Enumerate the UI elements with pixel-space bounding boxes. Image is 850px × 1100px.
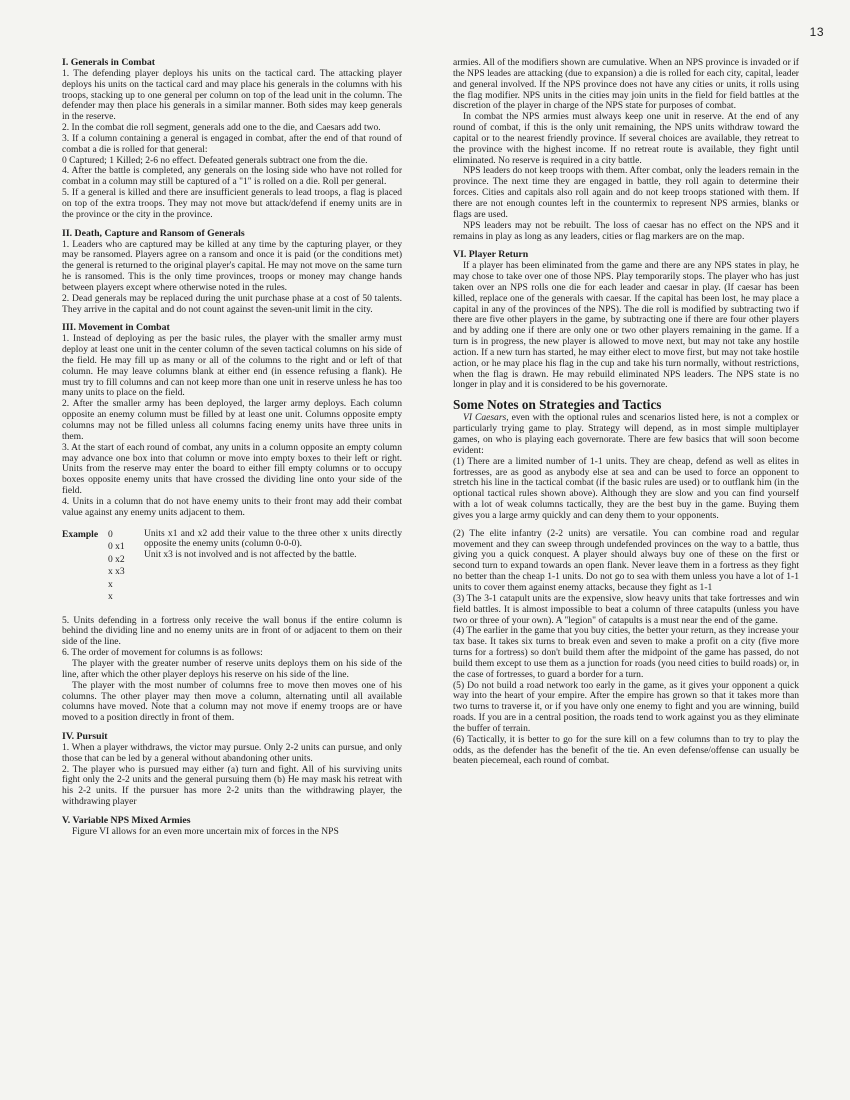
paragraph: 2. In the combat die roll segment, generals add one to the die, and Caesars add two. (62, 122, 381, 134)
game-title-italic: VI Caesars, (463, 412, 509, 424)
paragraph: 5. If a general is killed and there are insufficient generals to lead troops, a flag is placed on top of the extra troops. They may not move but attack/defend if enemy units are in the province or the city in the province. (62, 187, 402, 220)
section-heading-strategies-tactics: Some Notes on Strategies and Tactics (453, 397, 662, 413)
paragraph: NPS leaders do not keep troops with them. After combat, only the leaders remain in the province. The next time they are engaged in battle, they roll again to determine their forces. Cities and capitals also roll again and do not keep troops stationed with them. If there are not enough countes left in the countermix to represent NPS armies, blanks or flags are used. (453, 165, 799, 220)
numbered-note: (6) Tactically, it is better to go for the sure kill on a few columns than to try to play the odds, as the defender has the benefit of the tie. An even defense/offense can usually be beaten piecemeal, each round of combat. (453, 733, 799, 767)
right-column (453, 58, 799, 1080)
paragraph: NPS leaders may not be rebuilt. The loss of caesar has no effect on the NPS and it remains in play as long as any leaders, cities or flag markers are on the map. (453, 219, 799, 242)
example-row: 0 x1 (108, 541, 125, 553)
paragraph: 5. Units defending in a fortress only receive the wall bonus if the entire column is behind the dividing line and no enemy units are in front of or adjacent to them on their side of the line. (62, 614, 402, 648)
paragraph: The player with the most number of columns free to move then moves one of his columns. The other player may then move a column, alternating until all available columns have moved. Note that a column may not move if enemy troops are or have moved to a position directly in front of them. (62, 679, 402, 724)
example-row: x (108, 591, 113, 603)
paragraph: 0 Captured; 1 Killed; 2-6 no effect. Defeated generals subtract one from the die. (62, 154, 368, 166)
example-text: Unit x3 is not involved and is not affected by the battle. (144, 549, 357, 561)
example-block (62, 529, 402, 604)
numbered-note: (3) The 3-1 catapult units are the expensive, slow heavy units that take fortresses and win field battles. It is almost impossible to beat a column of three catapults (unless you have two or three of your own). A "legion" of catapults is a must near the end of the game. (453, 592, 799, 626)
paragraph: 1. When a player withdraws, the victor may pursue. Only 2-2 units can pursue, and only those that can be led by a general without abandoning other units. (62, 741, 402, 764)
paragraph: 1. The defending player deploys his units on the tactical card. The attacking player deploys his units on the tactical card and may place his generals in the columns with his troops, stacking up to one general per column on top of the lead unit in the column. The defender may then place his generals in a similar manner. Both sides may keep generals in the reserve. (62, 67, 402, 123)
intro-text: even with the optional rules and scenarios listed here, is not a complex or particularly trying game to play. Strategy will depend, as in most simple multiplayer games, on who is playing each governorate. There are few basics that will soon become evident: (453, 412, 799, 456)
paragraph: The player with the greater number of reserve units deploys them on his side of the line, after which the other player deploys his reserve on his side of the line. (62, 657, 402, 680)
paragraph: 4. Units in a column that do not have enemy units to their front may add their combat value against any enemy units adjacent to them. (62, 495, 402, 518)
numbered-note: (4) The earlier in the game that you buy cities, the better your return, as they increase your tax base. It takes six turns to break even and seven to make a profit on a city (five more turns for a fortress) so don't build them after the midpoint of the game has passed, do not build them except to use them as a junction for roads (you need cities to build roads) or, in the case of fortresses, to guard a border for a turn. (453, 625, 799, 680)
example-row: 0 x2 (108, 553, 125, 565)
example-label: Example (62, 528, 99, 540)
paragraph: 6. The order of movement for columns is as follows: (62, 647, 263, 659)
paragraph: 1. Leaders who are captured may be killed at any time by the capturing player, or they may be ransomed. Players agree on a ransom and once it is paid (or the conditions met) the general is returned to the original player's capital. He may not move on the same turn he is ransomed. This is the only time provinces, troops or money may change hands between players except where otherwise noted in the rules. (62, 238, 402, 293)
paragraph: 3. If a column containing a general is engaged in combat, after the end of that round of combat a die is rolled for that general: (62, 132, 402, 155)
left-column (62, 58, 402, 1080)
example-explanation (144, 529, 402, 604)
numbered-note: (2) The elite infantry (2-2 units) are versatile. You can combine road and regular movement and they can sweep through undefended provinces on the way to a battle, thus giving you a quick conquest. A player should always buy one of these on the first or second turn to expand towards an open flank. Never leave them in a fortress as they fight no better than the cheap 1-1 units. Do not go to sea with them unless you have a lot of 1-1 units to cover them against enemy attacks, because they fight as 1-1 (453, 527, 799, 593)
paragraph: armies. All of the modifiers shown are cumulative. When an NPS province is invaded or if the NPS leades are attacking (due to expansion) a die is rolled for each city, capital, leader and general involved. If the NPS province does not have any cities or units, it rolls using the flag modifier. NPS units in the cities may join units in the field for field battles at the discretion of the player in charge of the NPS state for purposes of combat. (453, 58, 799, 112)
section-heading-generals-in-combat: I. Generals in Combat (62, 58, 156, 68)
example-diagram (108, 529, 144, 604)
numbered-note: (5) Do not build a road network too early in the game, as it gives your opponent a quick way into the heart of your empire. After the empire has grown so that it takes more than two turns to traverse it, or if you have only one enemy to fight and you are winning, build roads. If you are in a central position, the roads tend to work against you as they eliminate the buffer of terrain. (453, 679, 799, 734)
section-heading-player-return: VI. Player Return (453, 249, 529, 261)
section-heading-death-capture-ransom: II. Death, Capture and Ransom of Generals (62, 227, 245, 239)
section-heading-pursuit: IV. Pursuit (62, 731, 108, 743)
example-text: Units x1 and x2 add their value to the three other x units directly opposite the enemy units (column 0-0-0). (144, 527, 402, 550)
paragraph: 2. Dead generals may be replaced during the unit purchase phase at a cost of 50 talents. They arrive in the capital and do not count against the seven-unit limit in the city. (62, 292, 402, 315)
example-row: 0 (108, 528, 113, 540)
page-number: 13 (809, 25, 824, 39)
paragraph: 2. The player who is pursued may either (a) turn and fight. All of his surviving units fight only the 2-2 units and the general pursuing them (b) He may mask his retreat with his 2-2 units. If the pursuer has more 2-2 units than the withdrawing player, the withdrawing player (62, 763, 402, 808)
example-row: x x3 (108, 566, 125, 578)
example-row: x (108, 578, 113, 590)
paragraph: 2. After the smaller army has been deployed, the larger army deploys. Each column opposite an enemy column must be filled by at least one unit. Columns opposite empty columns may not be filled unless all columns facing enemy units have three units in them. (62, 398, 402, 442)
paragraph: If a player has been eliminated from the game and there are any NPS states in play, he may chose to take over one of those NPS. Play temporarily stops. The player who has just taken over an NPS rolls one die for each leader and caesar in play. (If caesar has been killed, replace one of the generals with caesar. If the capital has been lost, he may place a capital in any of the provinces of the NPS). The die roll is modified by subtracting two if there are five other players in the game, by subtracting one if there are four other players and by adding one if there are only one or two other players remaining in the game. If a turn is in progress, the new player is allowed to move next, but may not take any hostile action. If a new turn has started, he may either elect to move first, but may not take hostile action, or he may place his flag in the cup and take his turn normally, without restrictions, when the flag is drawn. He may rebuild eliminated NPS leaders. The NPS state is no longer in play and it is considered to be his governorate. (453, 260, 799, 391)
paragraph: 3. At the start of each round of combat, any units in a column opposite an empty column may advance one box into that column or move into empty boxes to their left or right. Units from the reserve may enter the board to either fill empty columns or to occupy boxes opposite enemy units that have crossed the dividing line onto your side of the field. (62, 441, 402, 497)
numbered-note: (1) There are a limited number of 1-1 units. They are cheap, defend as well as elites in fortresses, are as good as anybody else at sea and can be used to force an opponent to stretch his line in the tactical combat (if the basic rules are used) or to outflank him (in the optional tactical rules shown above). Although they are slow and you can find yourself with a lot of weak columns tactically, they are the best buy in the game. Buying them gives you a large army quickly and can deny them to your opponents. (453, 455, 799, 521)
paragraph: In combat the NPS armies must always keep one unit in reserve. At the end of any round of combat, if this is the only unit remaining, the NPS units withdraw toward the capital or to the nearest friendly province. If several choices are available, they retreat to the province with the highest income. If no retreat route is available, they fight until eliminated. No reserve is required in a city battle. (453, 111, 799, 166)
paragraph (453, 413, 799, 456)
paragraph: Figure VI allows for an even more uncertain mix of forces in the NPS (72, 825, 339, 837)
paragraph: 1. Instead of deploying as per the basic rules, the player with the smaller army must deploy at least one unit in the center column of the seven tactical columns on his side of the field. He may fill up as many or all of the columns to the right and or left of that column. He may leave columns blank at either end (in essence refusing a flank). He must try to fill columns and can not keep more than one unit in reserve unless he has too many units to place on the field. (62, 333, 402, 399)
section-heading-movement-in-combat: III. Movement in Combat (62, 322, 170, 334)
section-heading-variable-nps-armies: V. Variable NPS Mixed Armies (62, 814, 191, 826)
paragraph: 4. After the battle is completed, any generals on the losing side who have not rolled for combat in a column may still be captured of a "1" is rolled on a die. Roll per general. (62, 165, 402, 188)
